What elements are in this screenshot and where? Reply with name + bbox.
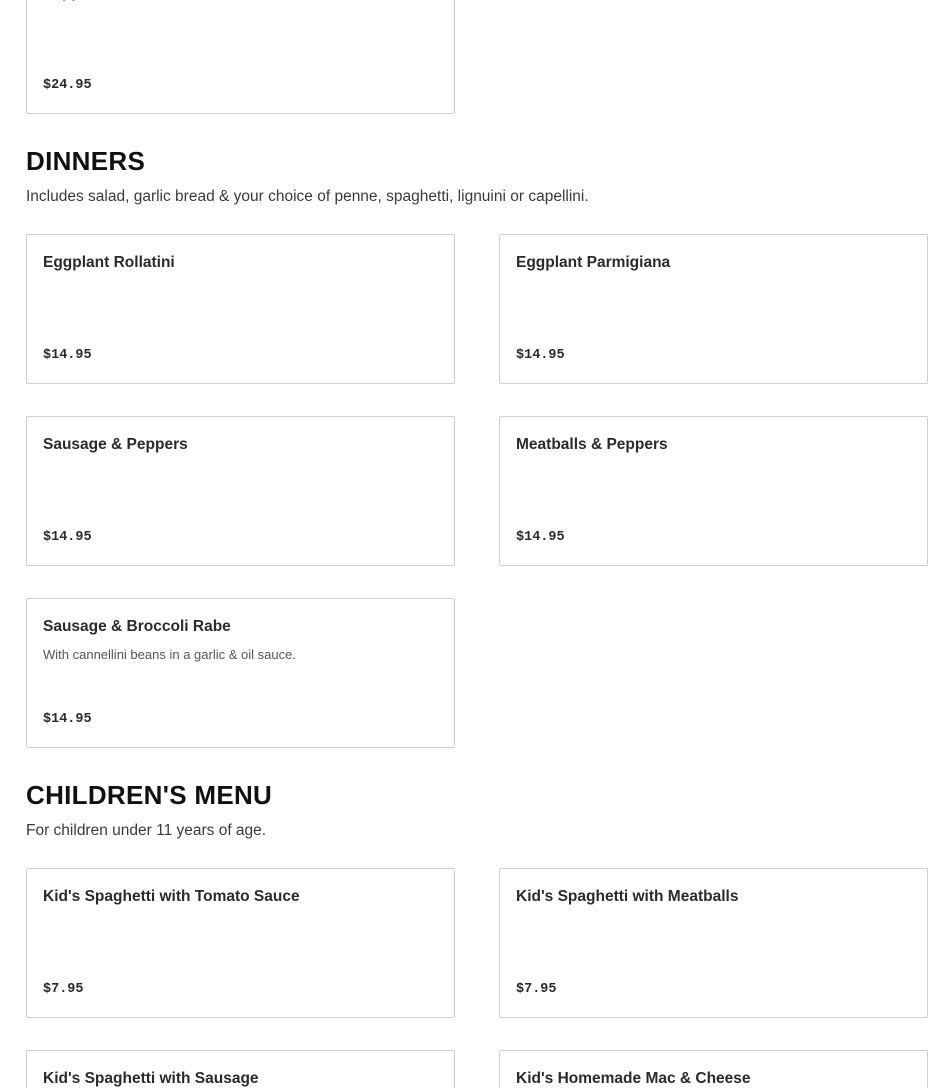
menu-item-name bbox=[43, 0, 104, 2]
section-title-dinners: DINNERS bbox=[26, 146, 146, 176]
menu-item-name: Sausage & Peppers bbox=[43, 436, 188, 453]
menu-item-card[interactable] bbox=[26, 0, 455, 114]
menu-item-price: $14.95 bbox=[43, 530, 92, 545]
menu-item-card[interactable] bbox=[26, 1050, 455, 1088]
menu-item-card[interactable] bbox=[26, 598, 455, 748]
section-note-childrens-menu: For children under 11 years of age. bbox=[26, 822, 267, 839]
menu-item-card[interactable] bbox=[499, 234, 928, 384]
menu-item-price: $14.95 bbox=[516, 348, 565, 363]
menu-item-price: $14.95 bbox=[43, 712, 92, 727]
menu-item-price: $14.95 bbox=[43, 348, 92, 363]
menu-item-name: Sausage & Broccoli Rabe bbox=[43, 618, 231, 635]
menu-item-price: $24.95 bbox=[43, 78, 92, 93]
menu-item-card[interactable] bbox=[26, 234, 455, 384]
menu-item-card[interactable] bbox=[26, 868, 455, 1018]
section-title-childrens-menu: CHILDREN'S MENU bbox=[26, 780, 273, 810]
menu-item-description: With cannellini beans in a garlic & oil sauce. bbox=[43, 647, 296, 662]
menu-item-name: Meatballs & Peppers bbox=[516, 436, 668, 453]
menu-item-card[interactable] bbox=[499, 868, 928, 1018]
menu-item-name: Kid's Homemade Mac & Cheese bbox=[516, 1070, 751, 1087]
menu-item-name: Eggplant Parmigiana bbox=[516, 254, 671, 271]
menu-item-card[interactable] bbox=[26, 416, 455, 566]
menu-item-name: Kid's Spaghetti with Sausage bbox=[43, 1070, 259, 1087]
menu-item-name: Eggplant Rollatini bbox=[43, 254, 175, 271]
menu-item-card[interactable] bbox=[499, 1050, 928, 1088]
menu-item-price: $7.95 bbox=[43, 982, 84, 997]
menu-item-name: Kid's Spaghetti with Tomato Sauce bbox=[43, 888, 300, 905]
menu-item-price: $7.95 bbox=[516, 982, 557, 997]
section-note-dinners: Includes salad, garlic bread & your choice of penne, spaghetti, lignuini or capellini. bbox=[26, 188, 589, 205]
menu-item-card[interactable] bbox=[499, 416, 928, 566]
menu-item-name: Kid's Spaghetti with Meatballs bbox=[516, 888, 739, 905]
menu-item-price: $14.95 bbox=[516, 530, 565, 545]
